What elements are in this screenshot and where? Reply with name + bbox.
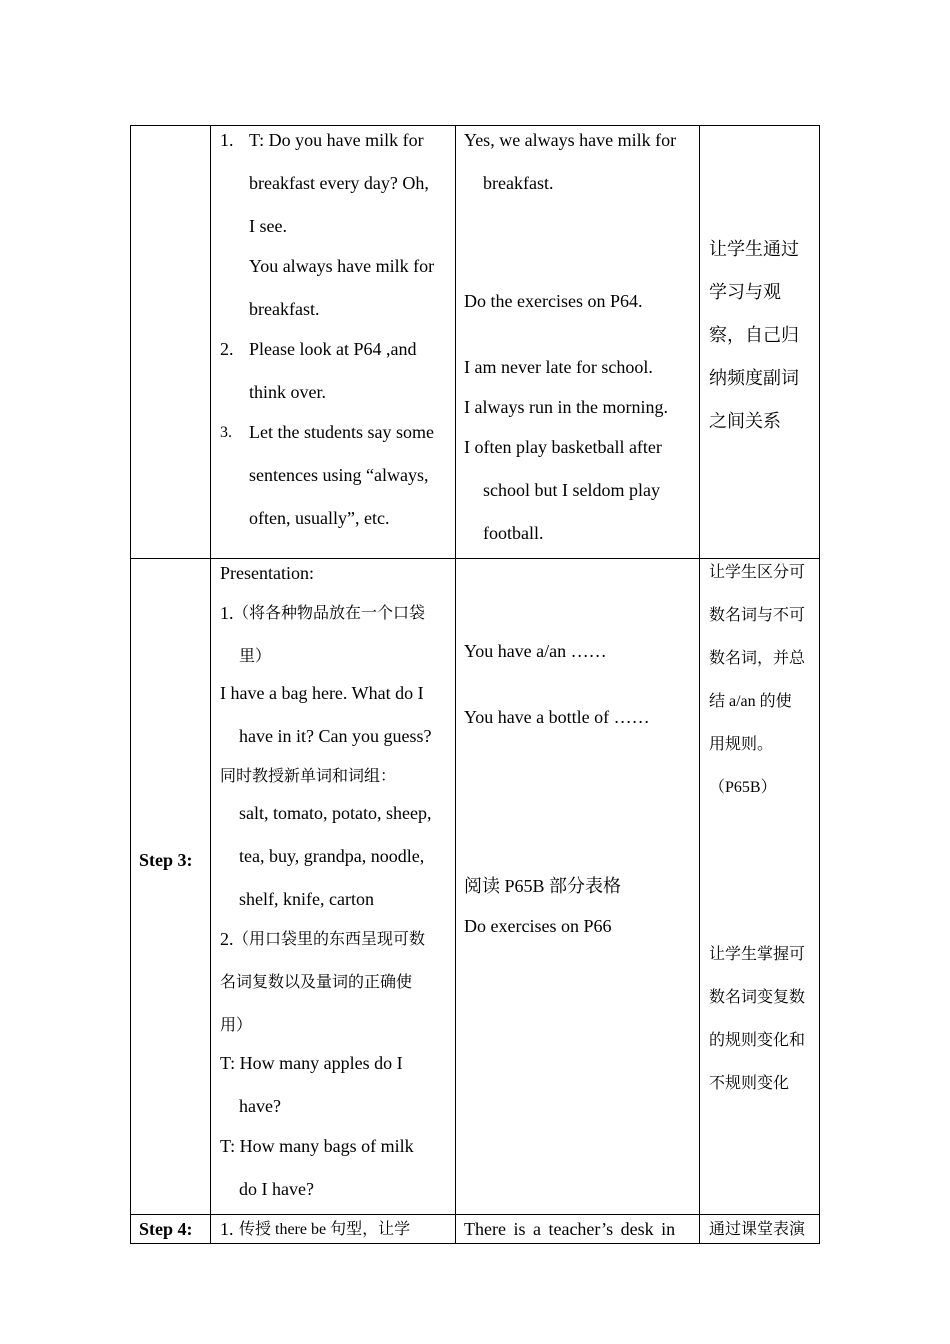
teacher-line: often, usually”, etc. (249, 508, 390, 528)
row-divider-1 (130, 558, 820, 559)
teacher-line: have? (239, 1096, 281, 1116)
teacher-line: 里） (239, 648, 272, 665)
purpose-line: 让学生通过 (709, 239, 799, 259)
list-number: 1. (220, 1219, 234, 1239)
purpose-line: 数名词与不可 (709, 607, 806, 624)
student-line: Yes, we always have milk for (464, 130, 677, 150)
list-number: 3. (220, 424, 232, 441)
teacher-line: 名词复数以及量词的正确使 (220, 974, 413, 991)
student-line: I am never late for school. (464, 357, 653, 377)
list-number: 1. (220, 603, 234, 623)
row-divider-2 (130, 1214, 820, 1215)
student-line: football. (483, 523, 544, 543)
teacher-line: salt, tomato, potato, sheep, (239, 803, 432, 823)
student-line: Do exercises on P66 (464, 916, 612, 936)
teacher-line: Let the students say some (249, 422, 434, 442)
purpose-line: 不规则变化 (709, 1075, 790, 1092)
teacher-line: T: How many apples do I (220, 1053, 403, 1073)
student-line: 阅读 P65B 部分表格 (464, 876, 622, 896)
col-divider-2 (455, 125, 456, 1244)
teacher-line: sentences using “always, (249, 465, 429, 485)
purpose-line: 学习与观 (709, 282, 781, 302)
teacher-line: I see. (249, 216, 287, 236)
table-border-top (130, 125, 820, 126)
teacher-line: I have a bag here. What do I (220, 683, 424, 703)
student-line: I often play basketball after (464, 437, 662, 457)
teacher-line: breakfast every day? Oh, (249, 173, 429, 193)
table-border-bottom (130, 1243, 820, 1244)
list-number: 2. (220, 929, 234, 949)
student-line: There is a teacher’s desk in (464, 1219, 676, 1239)
student-line: You have a/an …… (464, 641, 607, 661)
purpose-line: 数名词变复数 (709, 989, 806, 1006)
student-line: I always run in the morning. (464, 397, 668, 417)
teacher-line: 用） (220, 1017, 253, 1034)
teacher-line: breakfast. (249, 299, 320, 319)
teacher-line: Please look at P64 ,and (249, 339, 417, 359)
purpose-line: 之间关系 (709, 411, 781, 431)
student-line: breakfast. (483, 173, 554, 193)
student-line: You have a bottle of …… (464, 707, 650, 727)
row-3-step-label: Step 4: (139, 1219, 193, 1239)
teacher-line: tea, buy, grandpa, noodle, (239, 846, 425, 866)
purpose-line: 让学生掌握可 (709, 946, 806, 963)
teacher-line: think over. (249, 382, 326, 402)
lesson-plan-table (130, 125, 820, 1244)
purpose-line: 察，自己归 (709, 325, 799, 345)
purpose-line: 纳频度副词 (709, 368, 799, 388)
teacher-line: （用口袋里的东西呈现可数 (233, 931, 426, 948)
teacher-line: Presentation: (220, 563, 314, 583)
student-line: school but I seldom play (483, 480, 660, 500)
teacher-line: have in it? Can you guess? (239, 726, 432, 746)
purpose-line: 的规则变化和 (709, 1032, 806, 1049)
teacher-line: T: How many bags of milk (220, 1136, 414, 1156)
list-number: 2. (220, 339, 234, 359)
teacher-line: shelf, knife, carton (239, 889, 374, 909)
purpose-line: 用规则。 (709, 736, 774, 753)
purpose-line: （P65B） (709, 779, 777, 796)
teacher-line: T: Do you have milk for (249, 130, 424, 150)
purpose-line: 让学生区分可 (709, 564, 806, 581)
teacher-line: You always have milk for (249, 256, 435, 276)
purpose-line: 结 a/an 的使 (709, 693, 792, 710)
row-2-step-label: Step 3: (139, 850, 193, 870)
student-line: Do the exercises on P64. (464, 291, 643, 311)
table-border-right (819, 125, 820, 1244)
teacher-line: do I have? (239, 1179, 314, 1199)
col-divider-1 (210, 125, 211, 1244)
teacher-line: （将各种物品放在一个口袋 (233, 605, 426, 622)
teacher-line: 同时教授新单词和词组： (220, 768, 397, 785)
purpose-line: 数名词，并总 (709, 650, 806, 667)
list-number: 1. (220, 130, 234, 150)
table-border-left (130, 125, 131, 1244)
purpose-line: 通过课堂表演 (709, 1221, 806, 1238)
col-divider-3 (699, 125, 700, 1244)
teacher-line: 传授 there be 句型，让学 (239, 1221, 411, 1238)
